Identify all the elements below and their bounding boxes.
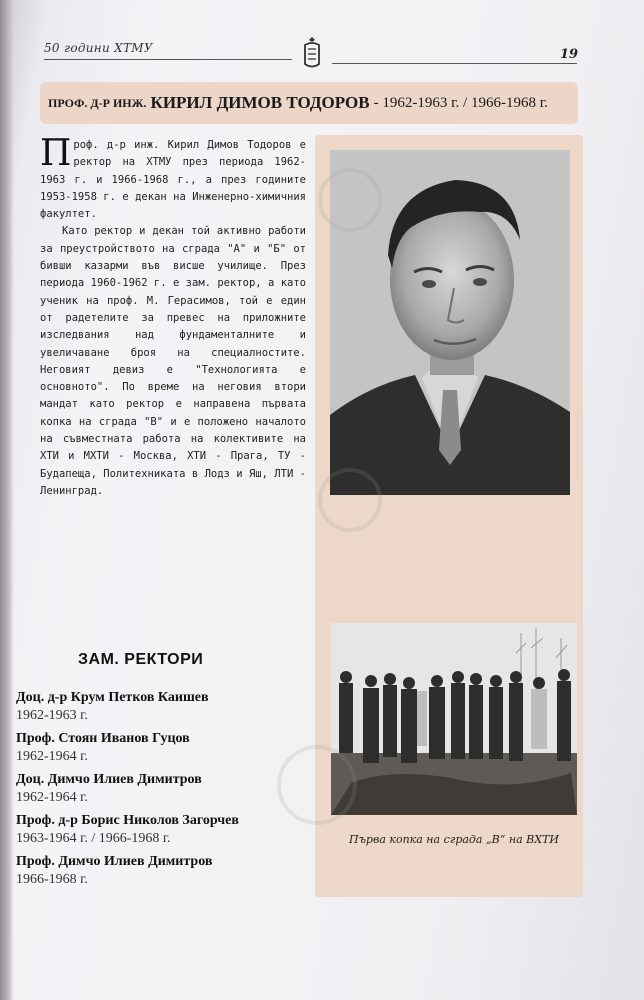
biography-paragraph-1: [40, 133, 306, 223]
deputy-years: 1962-1964 г.: [16, 749, 88, 764]
header-rule-left: [44, 59, 292, 60]
deputy-rectors-heading: ЗАМ. РЕКТОРИ: [78, 651, 204, 668]
deputy-item: [16, 853, 308, 889]
header-rule-right: [332, 63, 577, 64]
deputy-years: 1963-1964 г. / 1966-1968 г.: [16, 831, 171, 846]
watermark-icon: [262, 740, 372, 830]
deputy-name: Доц. Димчо Илиев Димитров: [16, 772, 202, 787]
drop-cap: П: [40, 133, 72, 174]
watermark-icon: [315, 455, 385, 545]
university-emblem-icon: [300, 36, 324, 70]
deputy-name: Проф. Стоян Иванов Гуцов: [16, 731, 190, 746]
title-prefix: ПРОФ. Д-Р ИНЖ.: [48, 95, 147, 110]
deputy-name: Доц. д-р Крум Петков Каишев: [16, 690, 209, 705]
group-photo-caption: Първа копка на сграда „В“ на ВХТИ: [348, 833, 559, 846]
rector-name: КИРИЛ ДИМОВ ТОДОРОВ: [150, 93, 370, 112]
biography-text: [40, 133, 306, 500]
deputy-item: [16, 689, 308, 725]
rector-title-bar: [40, 82, 578, 124]
deputy-name: Проф. Димчо Илиев Димитров: [16, 854, 213, 869]
rector-years: - 1962-1963 г. / 1966-1968 г.: [373, 94, 548, 111]
biography-paragraph-2: Като ректор и декан той активно работи за преустройството на сграда "А" и "Б" от бивши казарми във висше училище. През периода 1960-1962 г. е зам. ректор, а като ученик на проф. М. Герасимов, той е един от радетелите за превес на приложните изследвания над фундаменталните и увеличаване броя на специалностите. Неговият девиз е "Технологията е основното". По време на неговия втори мандат като ректор е направена първата копка на сграда "В" и е положено началото на съвместната работа на колективите на ХТИ и МХТИ - Москва, ХТИ - Прага, ТУ - Будапеща, Политехниката в Лодз и Яш, ЛТИ - Ленинград.: [40, 225, 306, 497]
deputy-name: Проф. д-р Борис Николов Загорчев: [16, 813, 239, 828]
running-title: 50 години ХТМУ: [44, 41, 153, 55]
watermark-icon: [315, 155, 385, 245]
paragraph-1-text: роф. д-р инж. Кирил Димов Тодоров е ректор на ХТМУ през периода 1962-1963 г. и 1966-1968 г., а през годините 1953-1958 г. е декан на Инженерно-химичния факултет.: [40, 139, 306, 221]
deputy-years: 1962-1963 г.: [16, 708, 88, 723]
deputy-years: 1966-1968 г.: [16, 872, 88, 887]
book-spine-shadow: [0, 0, 14, 1000]
page-number: 19: [560, 47, 579, 62]
deputy-years: 1962-1964 г.: [16, 790, 88, 805]
